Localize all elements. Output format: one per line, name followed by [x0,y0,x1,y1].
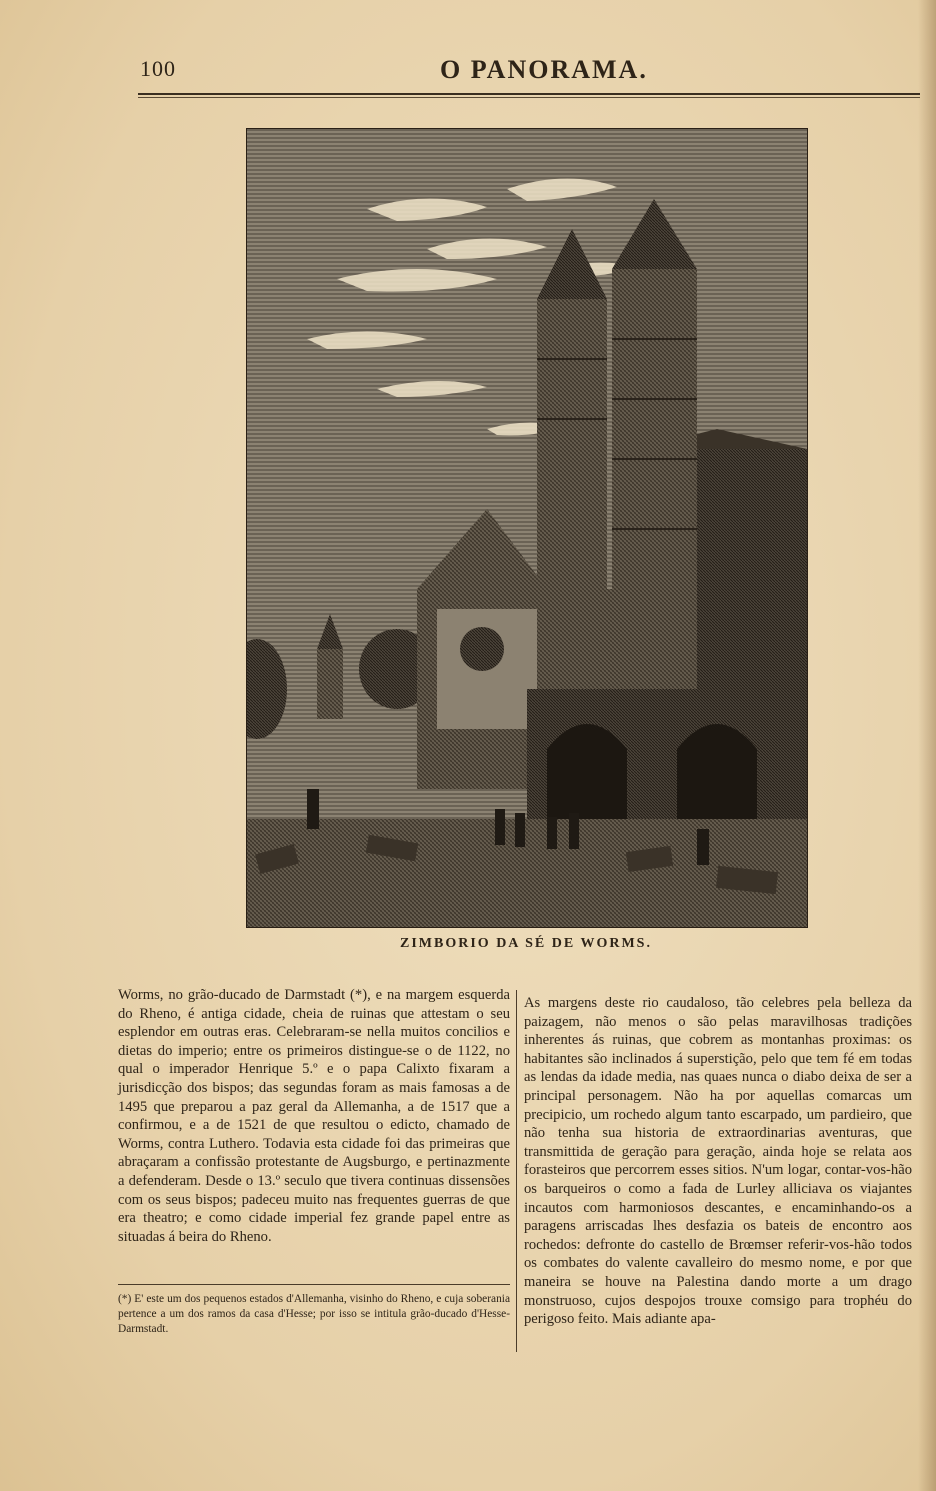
header-rule-thin [138,97,920,98]
right-column [524,994,912,1329]
page-gutter-shadow [918,0,936,1491]
column-divider [516,990,517,1352]
footnote: (*) E' este um dos pequenos estados d'Allemanha, visinho do Rheno, e cuja soberania pertence a um dos ramos da casa d'Hesse; por isso se intitula grão-ducado d'Hesse-Darmstadt. [118,1293,510,1335]
running-title: O PANORAMA. [440,55,648,84]
page-number: 100 [140,56,176,81]
figure-caption: ZIMBORIO DA SÉ DE WORMS. [400,936,652,951]
page-header [0,0,936,100]
footnote-rule [118,1284,510,1285]
left-column [118,986,510,1246]
left-column-text: Worms, no grão-ducado de Darmstadt (*), e na margem esquerda do Rheno, é antiga cidade, cheia de ruinas que attestam o seu esplendor em outras eras. Celebraram-se nella muitos concilios e dietas do imperio; entre os primeiros distingue-se o de 1122, no qual o imperador Henrique 5.º e o papa Calixto fixaram a jurisdicção dos bispos; das segundas foram as mais famosas a de 1495 que preparou a paz geral da Allemanha, a de 1517 que a confirmou, e a de 1521 de que resultou o edicto, chamado de Worms, contra Luthero. Todavia esta cidade foi das primeiras que abraçaram a confissão protestante de Augsburgo, e pertinazmente a defenderam. Desde o 13.º seculo que tivera continuas dissensões com os seus bispos; padeceu muito nas frequentes guerras de que era theatro; e como cidade imperial fez grande papel entre as situadas á beira do Rheno. [118,987,510,1245]
right-column-text: As margens deste rio caudaloso, tão celebres pela belleza da paizagem, não menos o são pelas maravilhosas tradições inherentes ás ruinas, que cobrem as montanhas proximas: os habitantes são inclinados á superstição, pelo que tem fé em todas as lendas da idade media, nas quaes nunca o diabo deixa de ser a principal personagem. Não ha por aquellas comarcas um precipicio, um rochedo algum tanto escarpado, um pardieiro, que não tenha sua historia de extraordinarias aventuras, que transmittida de geração para geração, ainda hoje se relata aos forasteiros que percorrem esses sitios. N'um logar, contar-vos-hão os barqueiros o como a fada de Lurley alliciava os viajantes incautos com harmoniosos descantes, e encaminhando-os a paragens arriscadas lhes desfazia os bateis de encontro aos rochedos: defronte do castello de Brœmser referir-vos-hão todos os combates do valente cavalleiro do mesmo nome, e por que maneira se houve na Palestina dando morte a um drago monstruoso, cujos despojos trouxe comsigo para trophéu do perigoso feito. Mais adiante apa- [524,995,912,1328]
header-rule [138,93,920,95]
cathedral-engraving [246,128,808,928]
